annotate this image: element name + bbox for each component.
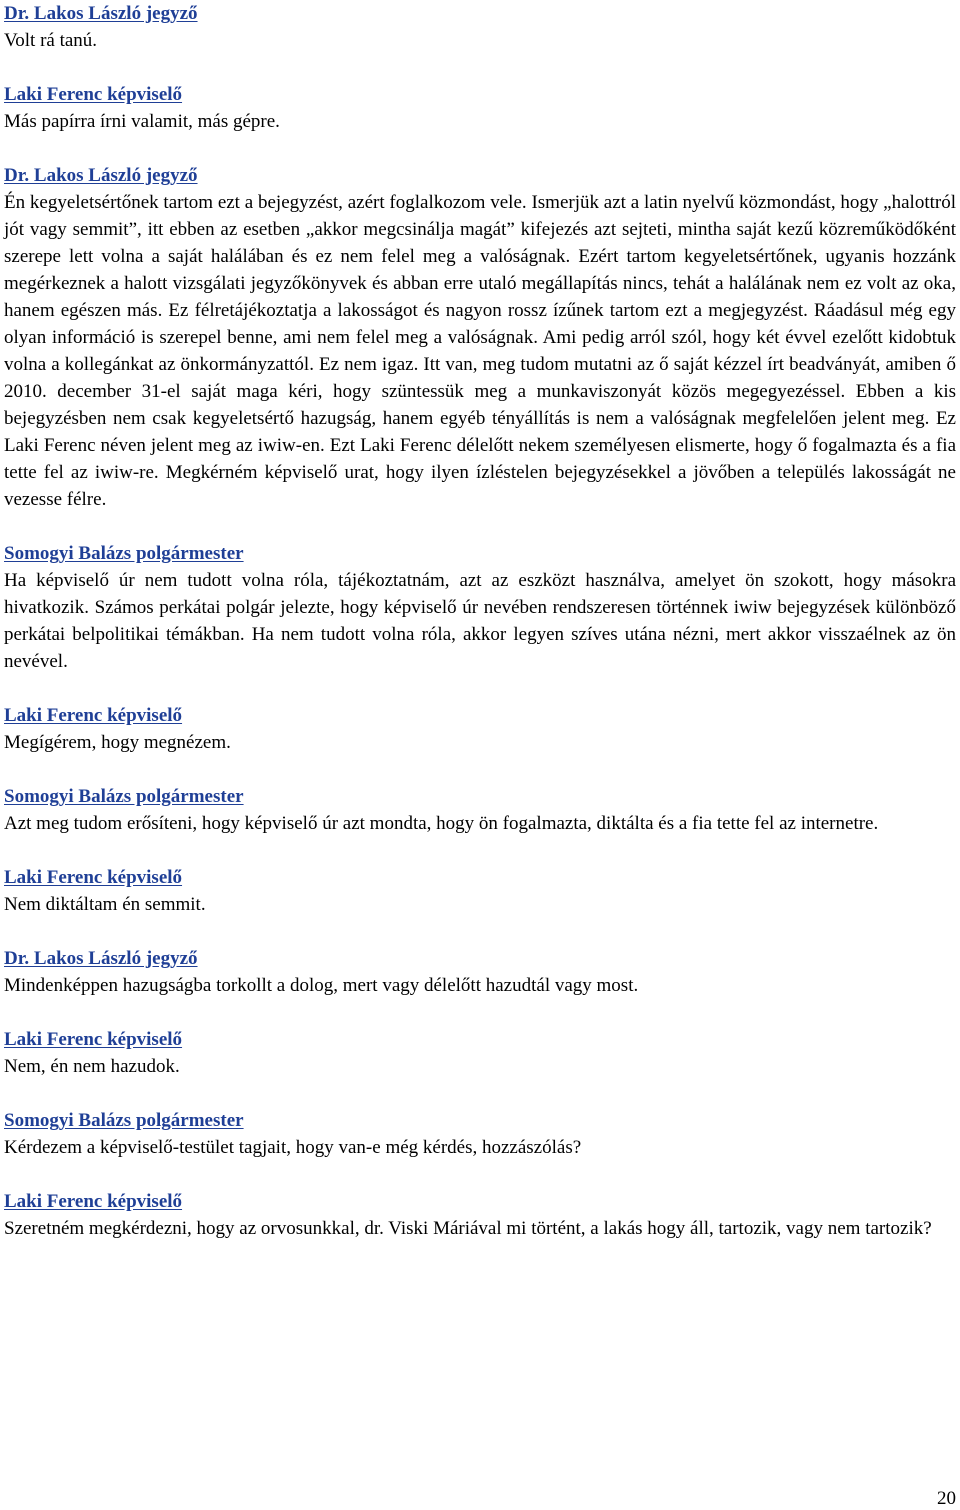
transcript-entry bbox=[4, 945, 956, 999]
transcript-entry bbox=[4, 1188, 956, 1242]
speech-text: Azt meg tudom erősíteni, hogy képviselő úr azt mondta, hogy ön fogalmazta, diktálta és a fia tette fel az internetre. bbox=[4, 813, 879, 834]
speaker-name: Laki Ferenc képviselő bbox=[4, 84, 183, 105]
speaker-name: Somogyi Balázs polgármester bbox=[4, 1110, 244, 1131]
speaker-name: Dr. Lakos László jegyző bbox=[4, 3, 198, 24]
speech-text: Nem diktáltam én semmit. bbox=[4, 894, 206, 915]
speech-text: Megígérem, hogy megnézem. bbox=[4, 732, 231, 753]
transcript-entry bbox=[4, 702, 956, 756]
speaker-name: Laki Ferenc képviselő bbox=[4, 705, 183, 726]
speech-text: Nem, én nem hazudok. bbox=[4, 1056, 180, 1077]
transcript-entry bbox=[4, 540, 956, 675]
speech-text: Mindenképpen hazugságba torkollt a dolog, mert vagy délelőtt hazudtál vagy most. bbox=[4, 975, 639, 996]
speaker-name: Dr. Lakos László jegyző bbox=[4, 948, 198, 969]
speaker-name: Laki Ferenc képviselő bbox=[4, 867, 183, 888]
speaker-name: Somogyi Balázs polgármester bbox=[4, 786, 244, 807]
page-number: 20 bbox=[937, 1488, 956, 1509]
speech-text: Én kegyeletsértőnek tartom ezt a bejegyzést, azért foglalkozom vele. Ismerjük azt a latin nyelvű közmondást, hogy „halottról jót vagy semmit”, itt ebben az esetben „akkor megcsinálja magát” kifejezés azt sejteti, mintha saját kezű közreműködőként szerepe lett volna a saját halálában és ez nem felel meg a valóságnak. Ezért tartom kegyeletsértőnek, ugyanis hozzánk megérkeznek a halott vizsgálati jegyzőkönyvek és abban erre utaló megállapítás nincs, tehát a halálának nem ez volt az oka, hanem egészen más. Ez félretájékoztatja a lakosságot és nagyon rossz ízűnek tartom ezt a megjegyzést. Ráadásul még egy olyan információ is szerepel benne, ami nem felel meg a valóságnak. Ami pedig arról szól, hogy két évvel ezelőtt kidobtuk volna a kollegánkat az önkormányzattól. Ez nem igaz. Itt van, meg tudom mutatni az ő saját kézzel írt beadványát, amiben ő 2010. december 31-el saját maga kéri, hogy szüntessük meg a munkaviszonyát közös megegyezéssel. Ebben a kis bejegyzésben nem csak kegyeletsértő hazugság, hanem egyéb tényállítás is nem a valóságnak megfelelően jelent meg. Ez Laki Ferenc néven jelent meg az iwiw-en. Ezt Laki Ferenc délelőtt nekem személyesen elismerte, hogy ő fogalmazta és a fia tette fel az iwiw-re. Megkérném képviselő urat, hogy ilyen ízléstelen bejegyzésekkel a jövőben a település lakosságát ne vezesse félre. bbox=[4, 192, 956, 510]
transcript-entry bbox=[4, 81, 956, 135]
document-page bbox=[4, 0, 956, 1269]
speaker-name: Laki Ferenc képviselő bbox=[4, 1029, 183, 1050]
transcript-entry bbox=[4, 783, 956, 837]
speech-text: Ha képviselő úr nem tudott volna róla, tájékoztatnám, azt az eszközt használva, amelyet ön szokott, hogy másokra hivatkozik. Számos perkátai polgár jelezte, hogy képviselő úr nevében rendszeresen történnek iwiw bejegyzések különböző perkátai belpolitikai témákban. Ha nem tudott volna róla, akkor legyen szíves utána nézni, mert akkor visszaélnek az ön nevével. bbox=[4, 570, 956, 672]
speaker-name: Dr. Lakos László jegyző bbox=[4, 165, 198, 186]
speaker-name: Laki Ferenc képviselő bbox=[4, 1191, 183, 1212]
speech-text: Volt rá tanú. bbox=[4, 30, 98, 51]
transcript-entry bbox=[4, 162, 956, 513]
transcript-entry bbox=[4, 1026, 956, 1080]
transcript-entry bbox=[4, 864, 956, 918]
speech-text: Más papírra írni valamit, más gépre. bbox=[4, 111, 280, 132]
speech-text: Kérdezem a képviselő-testület tagjait, hogy van-e még kérdés, hozzászólás? bbox=[4, 1137, 582, 1158]
speech-text: Szeretném megkérdezni, hogy az orvosunkkal, dr. Viski Máriával mi történt, a lakás hogy áll, tartozik, vagy nem tartozik? bbox=[4, 1218, 932, 1239]
speaker-name: Somogyi Balázs polgármester bbox=[4, 543, 244, 564]
transcript-entry bbox=[4, 0, 956, 54]
transcript-entry bbox=[4, 1107, 956, 1161]
